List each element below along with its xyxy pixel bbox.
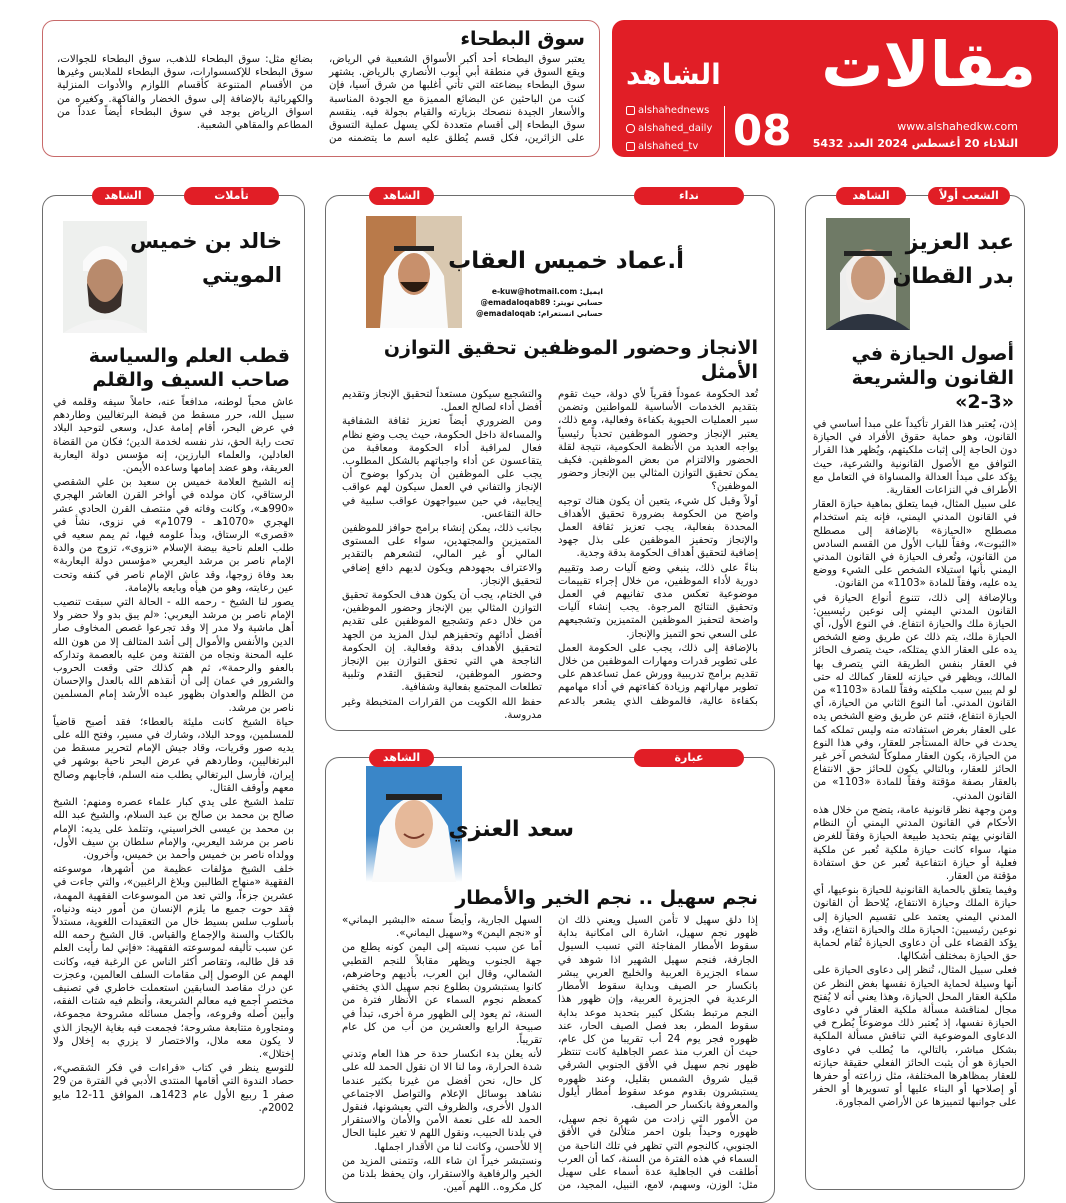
email-contact[interactable]: ايميل: e-kuw@hotmail.com [491,287,603,296]
article-paragraph: تُعد الحكومة عموداً فقرياً لأي دولة، حيث تقوم بتقديم الخدمات الأساسية للمواطنين وتضمن سير العمليات الحيوية بكفاءة وفعالية، ومع ذلك، يعتبر الإنجاز وحضور الموظفين تحدياً رئيسياً يواجه العديد من الأنظمة الحكومية، نتيجة لقلة الحضور والالتزام من بعض الموظفين. فكيف يمكن تحقيق التوازن المثالي بين الإنجاز وحضور الموظفين؟ [558,389,758,493]
author-name-line1: خالد بن خميس [130,229,282,253]
instagram-handle[interactable] [626,120,712,138]
article-paragraph: إنه الشيخ العلامة خميس بن سعيد بن علي الشقصي الرستاقي، كان مولده في أواخر القرن العاشر الهجري «990هـ»، وكانت وفاته في منتصف القرن الحادي عشر الهجري «1070هـ - 1079م» في نزوى، نشأ في «قصرى» الرستاق، وبدأ علومه فيها، ثم يمم سعيه في طلب العلم ناحية بيضة الإسلام «نزوى»، تزوج من والدة الإمام ناصر بن مرشد اليعربي «مؤسس دولة اليعاربة» بعد وفاة زوجها، وقد عاش الإمام ناصر في كنفه وتحت عين رعايته، وهو من هيأه وبايعه بالإمامة. [53,477,294,594]
article-paragraph: لأنه يعلن بدء انكسار حدة حر هذا العام وتدني شدة الحرارة، وما لنا الا ان نقول الحمد لله على كل حال، نحن أفضل من غيرنا بكثير عندما نشاهد بوسائل الإعلام والتواصل الاجتماعي الدول الأخرى، والظروف التي يعيشونها، فنقول الحمد لله على نعمة الأمن والأمان والاستقرار في بلدنا الحبيب، ونقول اللهم لا تغير علينا الحال إلا للأحسن، وكانت لنا من الأقدار اجملها. [342,1049,542,1153]
article-paragraph: أولاً وقبل كل شيء، يتعين أن يكون هناك توجيه واضح من الحكومة بضرورة تحقيق الأهداف المحددة بفعالية، يجب تعزيز ثقافة العمل والإنجاز وتحفيز الموظفين على بذل جهود إضافية لتحقيق أهداف الحكومة بدقة وجدية. [558,495,758,560]
article-paragraph: عاش محباً لوطنه، مدافعاً عنه، حاملاً سيفه وقلمه في سبيل الله، حرر مسقط من قبضة البرتغاليين وطاردهم في عرض البحر، أقام إمامة عدل، وسعى لتوحيد البلاد تحت راية الحق، نذر نفسه لخدمة الدين؛ فكان من القضاة العادلين، والعلماء البارزين، إنه مؤسس دولة اليعاربة العريقة، وهو عضد إمامها وساعده الأيمن. [53,397,294,475]
twitter-contact[interactable]: حسابي تويتر: emadaloqab89@ [480,298,603,307]
article-paragraph: فعلى سبيل المثال، تُنظر إلى دعاوى الحيازة على أنها وسيلة لحماية الحيازة نفسها بغض النظر عن ملكية العقار المحل الحيازة، وهذا يعني أنه لا يُفتح مجال لمناقشة مسألة ملكية العقار في دعاوى الحيازة نفسها، إذ يُعتبر ذلك موضوعاً يُطرح في الدعاوى الموضوعية التي تناقش مسألة الملكية بشكل مباشر، بالتالي، ما يُطلب في دعاوى الحيازة هو أن يثبت الحائز الفعلي حقيقة حيازته للعقار بمظاهرها المختلفة، مثل زراعته أو حفرها أو إصلاحها أو البناء عليها أو تسويرها أو الحفر على جوانبها لتمييزها عن الأراضي المجاورة. [813,965,1017,1109]
article-header [326,758,774,886]
section-tag: تأملات [184,187,279,205]
section-tag: الشعب أولاً [928,187,1010,205]
article-paragraph: من الأمور التي زادت من شهرة نجم سهيل، ظهوره وحيداً بلون احمر متلألئ في الأفق الجنوبي، كالنجوم التي تظهر في تلك الناحية من السماء في هذه الفترة من السنة، كما أن العرب أطلقت في الجاهلية عدة أسماء على سهيل مثل: الوزن، وسهيم، لامع، النبيل، المجيد، من السهل الجارية، وأيضاً سمته «البشير اليماني» أو «نجم اليمن» و«سهيل اليماني». [342,915,758,1192]
article-right [805,189,1025,1190]
article-paragraph: على سبيل المثال، فيما يتعلق بماهية حيازة العقار في القانون المدني اليمني، فإنه يتم استخدام مصطلح «الحيازة» بالإضافة إلى مصطلح «الثبوت»، وفقاً للباب الأول من القسم السادس من القانون، وتُعرف الحيازة في القانون المدني اليمني بأنها استيلاء الشخص على الشيء ووضع يده عليه، وفقاً للمادة «1103» من القانون. [813,499,1017,590]
website-link[interactable]: www.alshahedkw.com [897,120,1018,133]
article-paragraph: وفيما يتعلق بالحماية القانونية للحيازة بنوعيها، أي حيازة الملك وحيازة الانتفاع، يُلاحظ أن القانون المدني اليمني يعتمد على تقسيم الحيازة إلى نوعين رئيسيين: الحيازة ملك والحيازة انتفاع، وقد يؤكد القضاء على أن دعاوى الحيازة تُقام لحماية حق الحيازة بمختلف أشكالها. [813,885,1017,963]
author-name: سعد العنزي [448,817,574,843]
newspaper-logo: الشاهد [626,58,721,91]
article-paragraph: إذن، يُعتبر هذا القرار تأكيداً على مبدأ أساسي في القانون، وهو حماية حقوق الأفراد في الحيازة دون الحاجة إلى إثبات ملكيتهم، ويُظهر هذا القرار التوافق مع الأصول القانونية والشرعية، حيث يؤكد على مبدأ العدالة والمساواة في التعامل مع الأطراف في النزاعات العقارية. [813,419,1017,497]
brand-tag: الشاهد [836,187,906,205]
twitter-icon [626,106,635,115]
author-name: أ.عماد خميس العقاب [448,248,684,274]
article-left [42,189,305,1190]
article-paragraph: حياة الشيخ كانت مليئة بالعطاء؛ فقد أصبح قاضياً للمسلمين، ووحد البلاد، وشارك في مسير، وفتح الله على يديه صور وقريات، وقاد جيش الإمام لتحرير مسقط من البرتغاليين، وطاردهم في عرض البحر ناحية بوشهر في إيران، فأرسل البرتغالي يطلب منه السلم، فأجابهم وصالح معهم وأوقف القتال. [53,716,294,794]
instagram-text: alshahed_daily [638,123,713,134]
author-name-line2: المويتي [201,263,282,287]
article-header [326,196,774,336]
article-paragraph: أما عن سبب نسبته إلى اليمن كونه يطلع من جهة الجنوب ويظهر مقابلاً للنجم القطبي الشمالي، وقال ابن العرب، بأديهم وحاضرهم، كانوا يستبشرون بطلوع نجم سهيل الذي يختفي كمعظم نجوم السماء عن الأنظار فترة من السنة، ثم يعود إلى الظهور مرة أخرى، تبدأ في صبيحة الرابع والعشرين من أب من كل عام تقريباً. [342,942,542,1046]
souq-title: سوق البطحاء [460,28,585,50]
article-paragraph: بناءً على ذلك، ينبغي وضع آليات رصد وتقييم دورية لأداء الموظفين، من خلال إجراء تقييمات موضوعية تعكس مدى تفانيهم في العمل وتحقيق النتائج المرجوة. يجب إنشاء آليات واضحة لتحفيز الموظفين المتميزين وتشجيعهم على السعي نحو التميز والإنجاز. [558,562,758,640]
article-headline: نجم سهيل .. نجم الخير والأمطار [455,887,758,910]
page-number: 08 [724,106,791,158]
article-paragraph: تتلمذ الشيخ على يدي كبار علماء عصره ومنهم: الشيخ صالح بن محمد بن صالح بن عبد السلام، والشيخ عبد الله بن محمد بن عيسى الخراسيني، وتتلمذ على يديه: الإمام ناصر بن مرشد اليعربي، والإمام سلطان بن سيف الأول، وولداه ناصر بن خميس وأحمد بن خميس، وآخرون. [53,797,294,861]
article-middle-bottom [325,751,775,1203]
twitter-handle[interactable] [626,102,712,120]
article-paragraph: خلف الشيخ مؤلفات عظيمة من أشهرها، موسوعته الفقهية «منهاج الطالبين وبلاغ الراغبين»، والتي جاءت في عشرين جزءاً، والتي تعد من الموسوعات الفقهية المهمة، فقد حوت جميع ما يلزم الإنسان من أمور دينه ودنياه، بأسلوب سلس بسيط خال من التعقيدات اللغوية، مستدلاً بالكتاب والسنة والإجماع والقياس. قال الشيخ رحمه الله عن سبب تأليفه لموسوعته الفقهية: «فإني لما رأيت العلم قد قل طالبه، وتقاصر أكثر الناس عن الرغبة فيه، وكانت الهمم عن الوصول إلى مقامات السلف العالمين، وعجزت عن درك مقاصد السابقين استعملت خاطري في تصنيف مختصر أجمع فيه معالم الشريعة، وأنظم فيه شتات الفقه، وأبين أصله وفروعه، وأجمل مسائله مشروحة مجموعة، ومتجاورة متتابعة مشروحة؛ فجمعت فيه بغاية الإيجاز الذي لا يكون معه ملال، والاختصار لا يزري به إخلال ولا إختلال». [53,864,294,1060]
article-paragraph: للتوسع ينظر في كتاب «قراءات في فكر الشقصي»، حصاد الندوة التي أقامها المنتدى الأدبي في الفترة من 29 صفر 1 ربيع الأول عام 1423هـ، الموافق 11-12 مايو 2002م. [53,1063,294,1114]
article-body [326,388,774,730]
instagram-icon [626,124,635,133]
middle-column [325,189,775,1203]
snapchat-icon [626,142,635,151]
souq-albatha-box [42,20,600,157]
section-tag: نداء [634,187,744,205]
snapchat-handle[interactable] [626,138,712,156]
article-paragraph: يصور لنا الشيخ - رحمه الله - الحالة التي سبقت تنصيب الإمام ناصر بن مرشد اليعربي: «لم يبق بدو ولا حضر ولا أهل ماشية ولا مدر إلا وقد تجرعوا غصص المخاوف صار الدين والأنفس والأموال إلى أشد المتالف إلا من هون الله عليه المحنة ونجاه من الفتنة ومن عليه بالعصمة وتداركه بالعفو والرحمة»، ثم هم كذلك حتى وقعت الحروب والشرور في عمان إلى أن أنقذهم الله بالعدل والإحسان من الظلم والعدوان بظهور عبده الأرشد إمام المسلمين ناصر بن مرشد. [53,597,294,714]
article-headline: الانجاز وحضور الموظفين تحقيق التوازن الأمثل [383,337,758,383]
snapchat-text: alshahed_tv [638,141,699,152]
author-name-line1: عبد العزيز [905,230,1014,255]
article-header [806,196,1024,342]
article-paragraph: بالإضافة إلى ذلك، يجب على الحكومة العمل على تطوير قدرات ومهارات الموظفين من خلال تقديم برامج تدريبية وورش عمل تساعدهم على تطوير مهاراتهم وزيادة كفاءتهم في أداء مهامهم بكفاءة عالية، فالموظف الذي يشعر بالدعم والتشجيع سيكون مستعداً لتحقيق الإنجاز وتقديم أفضل أداء لصالح العمل. [342,389,758,707]
brand-tag: الشاهد [92,187,154,205]
article-headline: قطب العلم والسياسة صاحب السيف والقلم [88,345,290,391]
article-paragraph: إذا دلق سهيل لا تأمن السيل ويعني ذلك ان ظهور نجم سهيل، اشارة الى امكانية بداية سقوط الأمطار المفاجئة التي تسبب السيول الجارفة، فنجم سهيل الشهير اذا شوهد في سماء الجزيرة العربية والخليج العربي يبشر بانكسار حر الصيف وبداية سقوط الأمطار الرعدية في الجزيرة العربية، وإن ظهور هذا النجم مرتبط بشكل كبير بتحديد موعد بداية سقوط المطر، بعد فصل الصيف الحار، عند ظهوره فجر يوم 24 أب تقريبا من كل عام، حيث أن العرب منذ عصر الجاهلية كانت تنتظر ظهور نجم سهيل في الأفق الجنوبي الشرقي قبيل شروق الشمس بقليل، وعند ظهوره يستبشرون بقدوم موعد سقوط أمطار أيلول والمعروفة بانكسار حر الصيف. [558,915,759,1111]
twitter-text: alshahednews [638,105,710,116]
issue-date: الثلاثاء 20 أغسطس 2024 العدد 5432 [812,137,1018,150]
article-header [43,196,304,344]
article-middle-top [325,189,775,731]
section-masthead [612,20,1058,157]
author-name-line2: بدر القطان [892,264,1014,289]
instagram-contact[interactable]: حسابي انستغرام: emadaloqab@ [476,309,603,318]
author-name [130,224,282,292]
article-paragraph: حفظ الله الكويت من القرارات المتخبطة وغير مدروسة. [342,696,542,721]
article-body [806,418,1024,1119]
social-links [626,102,712,156]
section-tag: عبارة [634,749,744,767]
article-paragraph: ونستبشر خيراً ان شاء الله، وتتمنى المزيد من الخير والرفاهية والاستقرار، وان يحفظ بلدنا من كل مكروه.. اللهم آمين. [342,1155,542,1194]
article-paragraph: وبالإضافة إلى ذلك، تتنوع أنواع الحيازة في القانون المدني اليمني إلى نوعين رئيسيين: الحيازة ملك والحيازة انتفاع. في النوع الأول، أي الحيازة ملك، يتم ذلك عن طريق وضع الشخص يده على العقار الذي يمتلكه، حيث يتصرف الحائز في العقار بنفس الطريقة التي يتصرف بها المالك، ويظهر في حيازته للعقار كمالك له حتى لو لم يبين سبب ملكيته وفقاً للمادة «1103» من القانون المدني. أما النوع الثاني من الحيازة، أي الحيازة انتفاع، فتتم عن طريق وضع الشخص يده على العقار بغرض استفادته منه وليس تملكه كما يحدث في حالة المستأجر للعقار، وفي هذا النوع من الحيازة، يكون العقار مملوكاً لشخص آخر غير الحائز للعقار، وبالتالي يكون للحائز حق الانتفاع بالعقار بصفة مؤقتة وفقاً للمادة «1103» من القانون المدني. [813,592,1017,802]
article-paragraph: ومن الضروري أيضاً تعزيز ثقافة الشفافية والمساءلة داخل الحكومة، حيث يجب وضع نظام فعال لمراقبة أداء الحكومة ومعاقبة من يتقاعسون عن أداء واجباتهم بالشكل المطلوب. يجب على الموظفين أن يدركوا بوضوح أن الإنجاز والتفاني في العمل سيكون لهم عواقب إيجابية، في حين سيواجهون عواقب سلبية في حالة التقاعس. [342,416,542,520]
brand-tag: الشاهد [369,187,434,205]
article-body [43,396,304,1124]
author-name [893,226,1014,294]
article-paragraph: بجانب ذلك، يمكن إنشاء برامج حوافز للموظفين المتميزين والمجتهدين، سواء على المستوى المالي أو غير المالي، لتشعرهم بالتقدير والاعتراف بجهودهم ويكون لديهم دافع إضافي لتحقيق الإنجاز. [342,523,542,587]
article-headline: أصول الحيازة في القانون والشريعة «3-2» [851,343,1014,413]
brand-tag: الشاهد [369,749,434,767]
article-body [326,914,774,1202]
article-paragraph: ومن وجهة نظر قانونية عامة، يتضح من خلال هذه الأحكام في القانون المدني اليمني أن النظام القانوني يهتم بتحديد طبيعة الحيازة وفقاً للغرض منها، سواء كانت حيازة ملكية تُعبر عن ملكية فعلية أو حيازة انتفاعية تُعبر عن حق استفادة مؤقتة من العقار. [813,804,1017,882]
author-contacts [476,286,603,319]
section-title: مقالات [821,28,1036,101]
article-paragraph: في الختام، يجب أن يكون هدف الحكومة تحقيق التوازن المثالي بين الإنجاز وحضور الموظفين، من خلال دعم وتشجيع الموظفين على تقديم أفضل أدائهم وتحفيزهم لبذل المزيد من الجهد لتحقيق الأهداف بدقة وفعالية. إن الحكومة الناجحة هي التي تحقق التوازن بين الإنجاز وحضور الموظفين، لتحقيق التقدم وتلبية تطلعات المجتمع بفعالية وشفافية. [342,590,542,694]
article-paragraph: يعتبر سوق البطحاء أحد أكبر الأسواق الشعبية في الرياض، ويقع السوق في منطقة أبي أيوب الأنصاري بالرياض. يشتهر سوق البطحاء ببضاعته التي تأتي أغلبها من شرق آسيا، فإن كنت من الباحثين عن البضائع المميزة مع الجودة المناسبة والأسعار الجيدة ننصحك بزيارته والقيام بجولة فيه. ينقسم سوق البطحاء إلى أقسام متعددة لكي يسهل عملية التسوق على الزائرين، فكل قسم يُطلق عليه اسم ما يتضمنه من بضائع مثل: سوق البطحاء للذهب، سوق البطحاء للجوالات، سوق البطحاء للإكسسوارات، سوق البطحاء للملابس وغيرها من الأقسام المتنوعة كأقسام اللوازم والأدوات المنزلية والكهربائية بالإضافة إلى سوق الخضار والفاكهة. وكغيره من اسواق الرياض يوجد في سوق البطحاء أيضاً عدداً من المطاعم والمقاهي الشعبية. [57,54,585,145]
souq-body [57,53,585,145]
